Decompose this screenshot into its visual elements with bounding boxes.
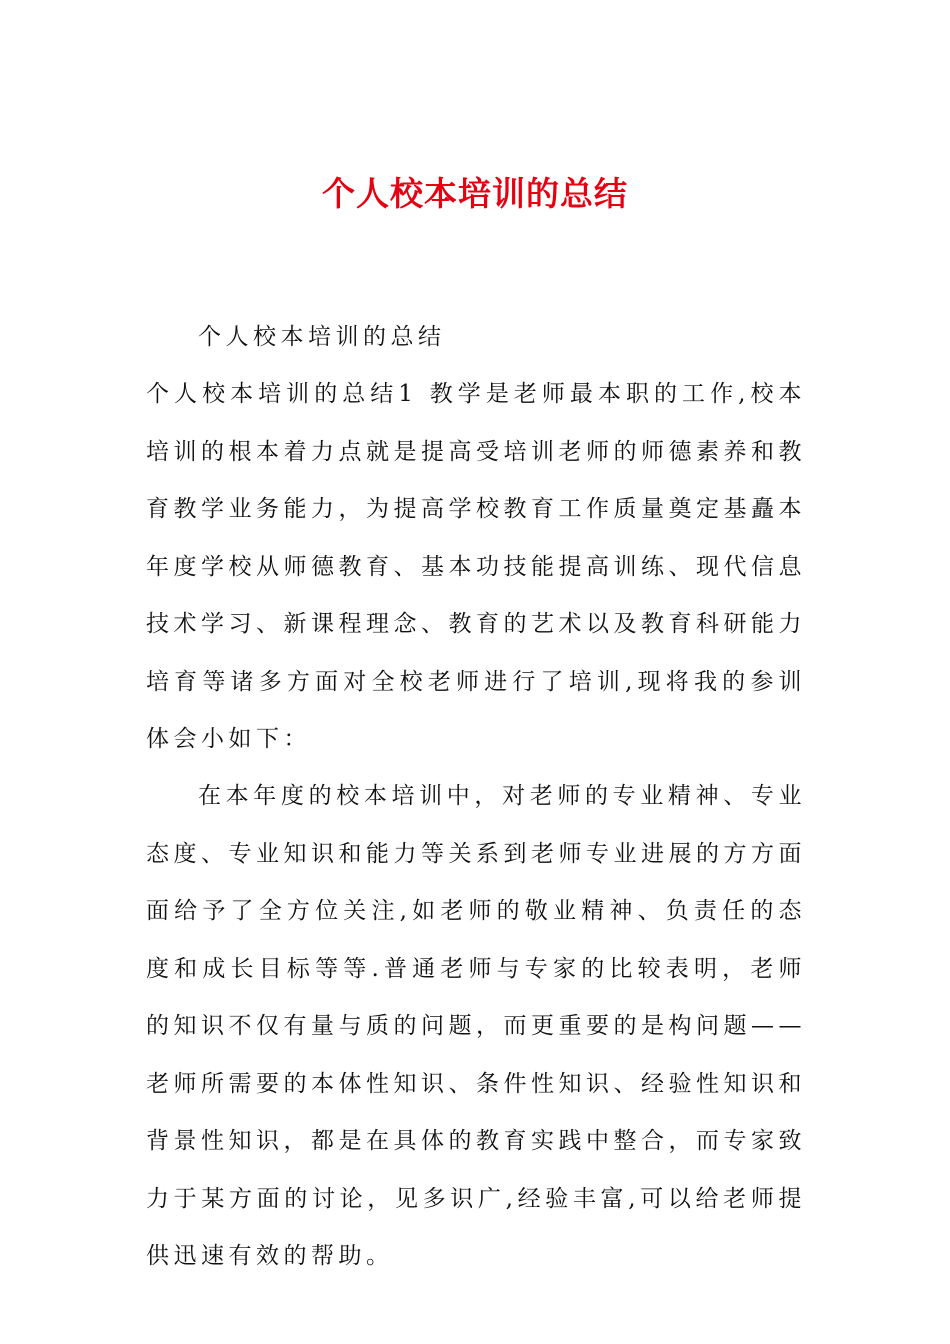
document-subtitle: 个人校本培训的总结 bbox=[198, 324, 446, 350]
document-title: 个人校本培训的总结 bbox=[322, 174, 628, 213]
paragraph-1: 个人校本培训的总结1 教学是老师最本职的工作,校本培训的根本着力点就是提高受培训老师的师德素养和教育教学业务能力，为提高学校教育工作质量奠定基矗本年度学校从师德教育、基本功技能提高训练、现代信息技术学习、新课程理念、教育的艺术以及教育科研能力培育等诸多方面对全校老师进行了培训,现将我的参训体会小如下： bbox=[146, 381, 806, 752]
paragraph-2: 在本年度的校本培训中，对老师的专业精神、专业态度、专业知识和能力等关系到老师专业进展的方方面面给予了全方位关注,如老师的敬业精神、负责任的态度和成长目标等等.普通老师与专家的比较表明，老师的知识不仅有量与质的问题，而更重要的是构问题——老师所需要的本体性知识、条件性知识、经验性知识和背景性知识，都是在具体的教育实践中整合，而专家致力于某方面的讨论，见多识广,经验丰富,可以给老师提供迅速有效的帮助。 bbox=[146, 783, 806, 1269]
